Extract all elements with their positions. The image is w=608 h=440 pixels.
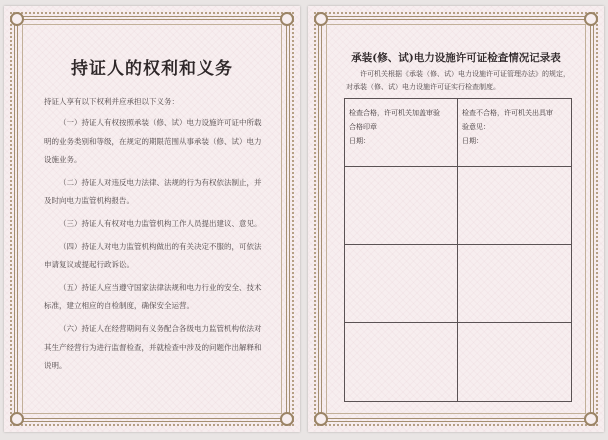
inspection-intro: 许可机关根据《承装（修、试）电力设施许可证管理办法》的规定，对承装（修、试）电力设施许可证实行检查制度。 bbox=[346, 70, 570, 91]
corner-ornament-icon bbox=[280, 12, 294, 26]
fail-cell bbox=[458, 99, 571, 167]
empty-record-cell bbox=[458, 323, 571, 401]
pass-date-label: 日期： bbox=[349, 137, 370, 145]
corner-ornament-icon bbox=[584, 12, 598, 26]
corner-ornament-icon bbox=[314, 12, 328, 26]
fail-opinion-label: 验意见： bbox=[462, 123, 490, 131]
clause-item: （二）持证人对违反电力法律、法规的行为有权依法制止，并及时向电力监管机构报告。 bbox=[44, 177, 262, 206]
corner-ornament-icon bbox=[280, 412, 294, 426]
pass-seal-label: 合格印章 bbox=[349, 123, 377, 131]
right-page bbox=[308, 6, 604, 432]
empty-record-cell bbox=[458, 167, 571, 245]
fail-date-label: 日期： bbox=[462, 137, 483, 145]
clause-item: （三）持证人有权对电力监管机构工作人员提出建议、意见。 bbox=[59, 218, 262, 228]
corner-ornament-icon bbox=[10, 12, 24, 26]
clause-item: （六）持证人在经营期间有义务配合各级电力监管机构依法对其生产经营行为进行监督检查，并就检查中涉及的问题作出解释和说明。 bbox=[44, 323, 262, 371]
corner-ornament-icon bbox=[314, 412, 328, 426]
clause-item: （四）持证人对电力监管机构做出的有关决定不服的，可依法申请复议或提起行政诉讼。 bbox=[44, 241, 262, 270]
empty-record-cell bbox=[345, 323, 458, 401]
left-page bbox=[4, 6, 300, 432]
clause-item: （一）持证人有权按照承装（修、试）电力设施许可证中所载明的业务类别和等级，在规定的期限范围从事承装（修、试）电力设施业务。 bbox=[44, 118, 262, 165]
pass-header: 检查合格，许可机关加盖审验 bbox=[349, 109, 440, 117]
clause-item: （五）持证人应当遵守国家法律法规和电力行业的安全、技术标准，建立相应的自检制度，确保安全运营。 bbox=[44, 282, 262, 311]
empty-record-cell bbox=[458, 245, 571, 323]
pass-cell bbox=[345, 99, 458, 167]
rights-obligations-title: 持证人的权利和义务 bbox=[71, 59, 233, 79]
empty-record-cell bbox=[345, 167, 458, 245]
fail-header: 检查不合格，许可机关出具审 bbox=[462, 109, 553, 117]
rights-intro: 持证人享有以下权利并应承担以下义务： bbox=[44, 97, 179, 106]
corner-ornament-icon bbox=[584, 412, 598, 426]
inspection-record-title: 承装(修、试)电力设施许可证检查情况记录表 bbox=[351, 52, 561, 64]
corner-ornament-icon bbox=[10, 412, 24, 426]
empty-record-cell bbox=[345, 245, 458, 323]
inspection-record-table bbox=[344, 98, 572, 402]
clause-list bbox=[44, 114, 268, 380]
